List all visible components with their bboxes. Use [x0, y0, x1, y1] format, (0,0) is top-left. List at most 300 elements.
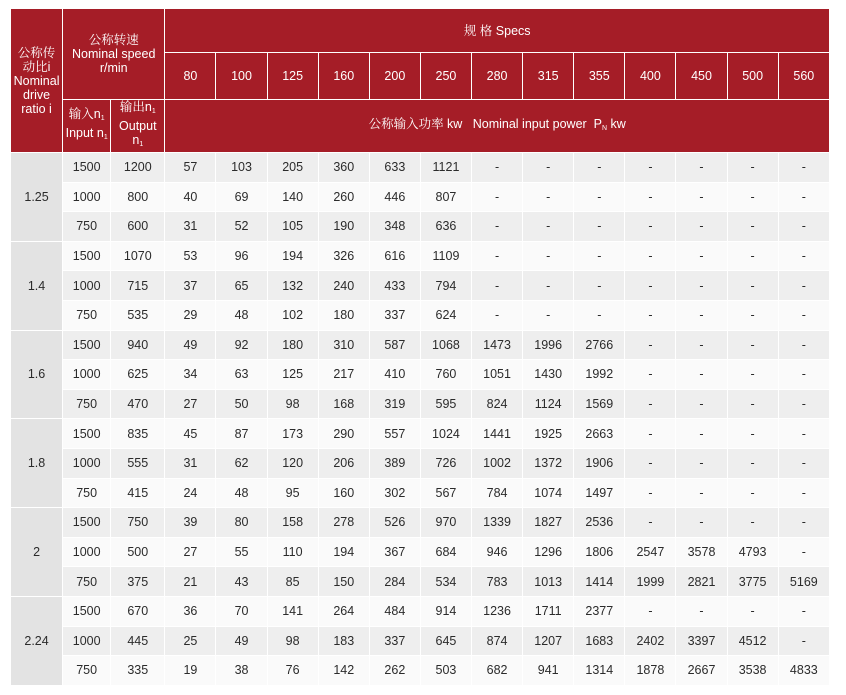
- table-row: [11, 212, 830, 242]
- specs-header: 规 格 Specs: [165, 9, 830, 53]
- power-value-cell: -: [727, 330, 778, 360]
- spec-size-header: 355: [574, 53, 625, 100]
- ratio-cell: 1.25: [11, 153, 63, 242]
- power-value-cell: 1806: [574, 537, 625, 567]
- power-value-cell: -: [676, 508, 727, 538]
- power-value-cell: -: [625, 241, 676, 271]
- power-value-cell: -: [778, 448, 829, 478]
- power-value-cell: -: [778, 508, 829, 538]
- input-speed-cell: 1000: [63, 626, 111, 656]
- power-value-cell: 264: [318, 596, 369, 626]
- power-value-cell: 21: [165, 567, 216, 597]
- power-value-cell: 180: [318, 300, 369, 330]
- power-value-cell: 36: [165, 596, 216, 626]
- power-value-cell: 183: [318, 626, 369, 656]
- power-value-cell: 140: [267, 182, 318, 212]
- input-speed-cell: 750: [63, 656, 111, 686]
- power-value-cell: 914: [420, 596, 471, 626]
- power-value-cell: 49: [216, 626, 267, 656]
- spec-size-header: 280: [472, 53, 523, 100]
- power-value-cell: 348: [369, 212, 420, 242]
- power-value-cell: -: [625, 271, 676, 301]
- power-value-cell: -: [727, 448, 778, 478]
- power-value-cell: -: [625, 182, 676, 212]
- spec-size-header: 125: [267, 53, 318, 100]
- power-value-cell: -: [523, 153, 574, 183]
- power-value-cell: 48: [216, 478, 267, 508]
- spec-size-header: 160: [318, 53, 369, 100]
- power-value-cell: 484: [369, 596, 420, 626]
- power-value-cell: -: [676, 448, 727, 478]
- power-value-cell: 1339: [472, 508, 523, 538]
- power-value-cell: 5169: [778, 567, 829, 597]
- power-value-cell: 284: [369, 567, 420, 597]
- power-value-cell: 190: [318, 212, 369, 242]
- table-row: [11, 330, 830, 360]
- power-header-label: 公称输入功率 kw Nominal input power P: [368, 116, 602, 131]
- power-value-cell: 141: [267, 596, 318, 626]
- power-value-cell: 360: [318, 153, 369, 183]
- power-value-cell: -: [727, 241, 778, 271]
- ratio-header: [11, 9, 63, 153]
- power-value-cell: 1068: [420, 330, 471, 360]
- power-value-cell: 27: [165, 389, 216, 419]
- power-value-cell: 206: [318, 448, 369, 478]
- input-speed-cell: 1000: [63, 537, 111, 567]
- power-value-cell: 173: [267, 419, 318, 449]
- power-value-cell: 1497: [574, 478, 625, 508]
- ratio-cell: 2: [11, 508, 63, 597]
- power-value-cell: -: [625, 596, 676, 626]
- power-value-cell: 1074: [523, 478, 574, 508]
- power-value-cell: 367: [369, 537, 420, 567]
- power-value-cell: 1024: [420, 419, 471, 449]
- power-value-cell: 337: [369, 626, 420, 656]
- power-value-cell: 2536: [574, 508, 625, 538]
- power-value-cell: 39: [165, 508, 216, 538]
- input-header-en: Input n: [65, 126, 104, 140]
- table-row: [11, 656, 830, 686]
- power-value-cell: 62: [216, 448, 267, 478]
- power-value-cell: -: [778, 241, 829, 271]
- power-value-cell: 1683: [574, 626, 625, 656]
- output-speed-cell: 670: [111, 596, 165, 626]
- input-speed-cell: 1500: [63, 596, 111, 626]
- spec-size-header: 200: [369, 53, 420, 100]
- power-value-cell: 38: [216, 656, 267, 686]
- power-value-cell: -: [472, 212, 523, 242]
- power-value-cell: -: [625, 360, 676, 390]
- output-speed-cell: 415: [111, 478, 165, 508]
- speed-header: [63, 9, 165, 100]
- power-value-cell: 98: [267, 626, 318, 656]
- power-value-cell: -: [778, 389, 829, 419]
- power-value-cell: 76: [267, 656, 318, 686]
- input-speed-cell: 1500: [63, 508, 111, 538]
- power-value-cell: 4793: [727, 537, 778, 567]
- power-value-cell: 1124: [523, 389, 574, 419]
- power-value-cell: 302: [369, 478, 420, 508]
- power-value-cell: 1992: [574, 360, 625, 390]
- power-value-cell: 941: [523, 656, 574, 686]
- power-value-cell: -: [778, 626, 829, 656]
- power-value-cell: -: [727, 508, 778, 538]
- output-header-n: n: [132, 133, 140, 147]
- power-value-cell: 103: [216, 153, 267, 183]
- power-value-cell: -: [676, 271, 727, 301]
- power-value-cell: 326: [318, 241, 369, 271]
- power-value-cell: 645: [420, 626, 471, 656]
- power-value-cell: 337: [369, 300, 420, 330]
- power-value-cell: 168: [318, 389, 369, 419]
- input-header-cn: 输入n: [68, 107, 101, 121]
- power-value-cell: 57: [165, 153, 216, 183]
- power-value-cell: 105: [267, 212, 318, 242]
- power-value-cell: -: [574, 241, 625, 271]
- power-value-cell: 595: [420, 389, 471, 419]
- power-value-cell: 43: [216, 567, 267, 597]
- power-value-cell: 1999: [625, 567, 676, 597]
- power-value-cell: -: [778, 596, 829, 626]
- ratio-header-en: Nominal drive ratio i: [13, 73, 60, 116]
- power-value-cell: -: [778, 153, 829, 183]
- output-speed-cell: 1070: [111, 241, 165, 271]
- power-value-cell: -: [727, 182, 778, 212]
- power-value-cell: 98: [267, 389, 318, 419]
- power-value-cell: -: [625, 300, 676, 330]
- power-value-cell: -: [778, 537, 829, 567]
- power-value-cell: 1414: [574, 567, 625, 597]
- power-value-cell: 37: [165, 271, 216, 301]
- power-value-cell: -: [472, 182, 523, 212]
- output-speed-cell: 335: [111, 656, 165, 686]
- power-value-cell: 290: [318, 419, 369, 449]
- power-value-cell: 1013: [523, 567, 574, 597]
- input-speed-cell: 750: [63, 300, 111, 330]
- spec-size-header: 450: [676, 53, 727, 100]
- power-value-cell: 194: [318, 537, 369, 567]
- power-value-cell: -: [727, 360, 778, 390]
- power-header-sub: N: [601, 124, 608, 132]
- spec-size-header: 80: [165, 53, 216, 100]
- spec-size-header: 400: [625, 53, 676, 100]
- power-value-cell: 446: [369, 182, 420, 212]
- output-speed-cell: 1200: [111, 153, 165, 183]
- power-value-cell: 624: [420, 300, 471, 330]
- speed-header-cn: 公称转速: [88, 33, 139, 47]
- power-value-cell: 726: [420, 448, 471, 478]
- power-value-cell: 784: [472, 478, 523, 508]
- power-table-body: [11, 153, 830, 686]
- spec-size-header: 560: [778, 53, 829, 100]
- output-speed-cell: 445: [111, 626, 165, 656]
- power-value-cell: 1925: [523, 419, 574, 449]
- power-value-cell: 160: [318, 478, 369, 508]
- power-value-cell: -: [778, 330, 829, 360]
- power-value-cell: -: [778, 360, 829, 390]
- output-speed-cell: 750: [111, 508, 165, 538]
- power-value-cell: -: [523, 271, 574, 301]
- power-value-cell: -: [472, 300, 523, 330]
- output-speed-cell: 835: [111, 419, 165, 449]
- power-value-cell: 587: [369, 330, 420, 360]
- output-speed-cell: 600: [111, 212, 165, 242]
- table-row: [11, 389, 830, 419]
- power-value-cell: 1827: [523, 508, 574, 538]
- power-value-cell: -: [727, 389, 778, 419]
- power-value-cell: 1569: [574, 389, 625, 419]
- power-value-cell: -: [625, 448, 676, 478]
- input-speed-cell: 1000: [63, 182, 111, 212]
- power-value-cell: -: [676, 182, 727, 212]
- table-row: [11, 537, 830, 567]
- power-value-cell: -: [727, 596, 778, 626]
- power-value-cell: 1002: [472, 448, 523, 478]
- input-speed-cell: 750: [63, 212, 111, 242]
- power-value-cell: 63: [216, 360, 267, 390]
- power-value-cell: 85: [267, 567, 318, 597]
- power-value-cell: 52: [216, 212, 267, 242]
- input-header-cn-sub: 1: [100, 115, 105, 122]
- power-value-cell: 557: [369, 419, 420, 449]
- power-value-cell: -: [778, 419, 829, 449]
- ratio-cell: 1.8: [11, 419, 63, 508]
- power-value-cell: -: [625, 212, 676, 242]
- power-value-cell: -: [676, 478, 727, 508]
- power-value-cell: 50: [216, 389, 267, 419]
- power-value-cell: 205: [267, 153, 318, 183]
- power-value-cell: 503: [420, 656, 471, 686]
- power-value-cell: 53: [165, 241, 216, 271]
- output-speed-cell: 500: [111, 537, 165, 567]
- power-value-cell: 2402: [625, 626, 676, 656]
- power-value-cell: 87: [216, 419, 267, 449]
- input-speed-cell: 1000: [63, 448, 111, 478]
- speed-header-unit: r/min: [99, 61, 128, 75]
- output-header-cn-sub: 1: [151, 108, 156, 115]
- power-value-cell: 1473: [472, 330, 523, 360]
- power-value-cell: -: [472, 271, 523, 301]
- power-value-cell: -: [523, 182, 574, 212]
- power-value-cell: -: [727, 153, 778, 183]
- table-row: [11, 448, 830, 478]
- spec-size-header: 315: [523, 53, 574, 100]
- output-speed-cell: 535: [111, 300, 165, 330]
- power-value-cell: 217: [318, 360, 369, 390]
- input-speed-header: [63, 100, 111, 153]
- power-value-cell: 1109: [420, 241, 471, 271]
- power-value-cell: 19: [165, 656, 216, 686]
- power-value-cell: 970: [420, 508, 471, 538]
- output-speed-cell: 470: [111, 389, 165, 419]
- power-value-cell: 69: [216, 182, 267, 212]
- table-row: [11, 241, 830, 271]
- power-value-cell: 260: [318, 182, 369, 212]
- input-speed-cell: 1000: [63, 360, 111, 390]
- output-header-cn: 输出n: [119, 100, 152, 114]
- table-row: [11, 626, 830, 656]
- power-value-cell: 567: [420, 478, 471, 508]
- power-value-cell: 96: [216, 241, 267, 271]
- power-value-cell: -: [727, 271, 778, 301]
- power-value-cell: 3578: [676, 537, 727, 567]
- table-row: [11, 182, 830, 212]
- power-value-cell: 684: [420, 537, 471, 567]
- power-value-cell: 95: [267, 478, 318, 508]
- table-row: [11, 153, 830, 183]
- power-value-cell: 125: [267, 360, 318, 390]
- output-speed-cell: 625: [111, 360, 165, 390]
- power-value-cell: 1236: [472, 596, 523, 626]
- power-value-cell: -: [625, 389, 676, 419]
- power-value-cell: 49: [165, 330, 216, 360]
- power-value-cell: -: [727, 478, 778, 508]
- input-speed-cell: 750: [63, 567, 111, 597]
- power-value-cell: -: [676, 212, 727, 242]
- power-value-cell: 794: [420, 271, 471, 301]
- power-value-cell: 2766: [574, 330, 625, 360]
- power-value-cell: -: [778, 271, 829, 301]
- table-row: [11, 300, 830, 330]
- power-value-cell: 319: [369, 389, 420, 419]
- power-value-cell: -: [574, 153, 625, 183]
- power-value-cell: -: [778, 182, 829, 212]
- power-value-cell: -: [625, 153, 676, 183]
- power-value-cell: 1996: [523, 330, 574, 360]
- power-value-cell: 4512: [727, 626, 778, 656]
- power-header-unit: kw: [607, 116, 626, 131]
- power-value-cell: -: [625, 330, 676, 360]
- power-value-cell: -: [676, 596, 727, 626]
- power-value-cell: 874: [472, 626, 523, 656]
- power-value-cell: 278: [318, 508, 369, 538]
- power-value-cell: -: [727, 419, 778, 449]
- power-value-cell: -: [778, 300, 829, 330]
- table-row: [11, 271, 830, 301]
- power-value-cell: 24: [165, 478, 216, 508]
- power-value-cell: 1711: [523, 596, 574, 626]
- power-table: [10, 8, 830, 686]
- power-value-cell: 70: [216, 596, 267, 626]
- input-speed-cell: 1500: [63, 330, 111, 360]
- power-value-cell: -: [574, 182, 625, 212]
- power-value-cell: 45: [165, 419, 216, 449]
- power-value-cell: -: [523, 300, 574, 330]
- power-value-cell: 31: [165, 212, 216, 242]
- power-value-cell: 65: [216, 271, 267, 301]
- power-value-cell: 310: [318, 330, 369, 360]
- power-value-cell: -: [676, 389, 727, 419]
- power-value-cell: 1372: [523, 448, 574, 478]
- power-value-cell: 783: [472, 567, 523, 597]
- power-value-cell: 27: [165, 537, 216, 567]
- ratio-cell: 1.4: [11, 241, 63, 330]
- power-value-cell: -: [472, 153, 523, 183]
- input-speed-cell: 1500: [63, 241, 111, 271]
- power-value-cell: 92: [216, 330, 267, 360]
- power-value-cell: -: [472, 241, 523, 271]
- power-value-cell: 433: [369, 271, 420, 301]
- power-value-cell: 1207: [523, 626, 574, 656]
- output-speed-cell: 715: [111, 271, 165, 301]
- power-value-cell: -: [625, 478, 676, 508]
- power-value-cell: 3397: [676, 626, 727, 656]
- power-value-cell: -: [574, 271, 625, 301]
- power-value-cell: 158: [267, 508, 318, 538]
- spec-size-header: 250: [420, 53, 471, 100]
- power-value-cell: 1121: [420, 153, 471, 183]
- input-speed-cell: 1500: [63, 153, 111, 183]
- ratio-header-cn: 公称传动比i: [17, 45, 56, 74]
- power-value-cell: -: [574, 300, 625, 330]
- power-value-cell: 29: [165, 300, 216, 330]
- power-value-cell: 526: [369, 508, 420, 538]
- power-value-cell: 1878: [625, 656, 676, 686]
- power-value-cell: 34: [165, 360, 216, 390]
- power-value-cell: -: [676, 419, 727, 449]
- power-value-cell: 1314: [574, 656, 625, 686]
- power-value-cell: 4833: [778, 656, 829, 686]
- table-row: [11, 360, 830, 390]
- power-value-cell: 31: [165, 448, 216, 478]
- power-value-cell: -: [676, 241, 727, 271]
- power-value-cell: 682: [472, 656, 523, 686]
- table-row: [11, 596, 830, 626]
- input-speed-cell: 1500: [63, 419, 111, 449]
- power-value-cell: 946: [472, 537, 523, 567]
- table-row: [11, 419, 830, 449]
- power-value-cell: 180: [267, 330, 318, 360]
- power-header: [165, 100, 830, 153]
- power-value-cell: 2667: [676, 656, 727, 686]
- power-value-cell: -: [676, 300, 727, 330]
- power-value-cell: -: [676, 360, 727, 390]
- power-value-cell: 25: [165, 626, 216, 656]
- power-value-cell: -: [625, 419, 676, 449]
- power-value-cell: 142: [318, 656, 369, 686]
- power-value-cell: 534: [420, 567, 471, 597]
- power-value-cell: 1051: [472, 360, 523, 390]
- power-value-cell: 240: [318, 271, 369, 301]
- power-value-cell: 80: [216, 508, 267, 538]
- power-value-cell: 150: [318, 567, 369, 597]
- power-value-cell: 3538: [727, 656, 778, 686]
- power-value-cell: 262: [369, 656, 420, 686]
- power-value-cell: 110: [267, 537, 318, 567]
- output-speed-cell: 940: [111, 330, 165, 360]
- output-speed-cell: 800: [111, 182, 165, 212]
- power-value-cell: 824: [472, 389, 523, 419]
- power-value-cell: 633: [369, 153, 420, 183]
- power-value-cell: 194: [267, 241, 318, 271]
- power-value-cell: 2377: [574, 596, 625, 626]
- input-header-en-sub: 1: [103, 134, 108, 141]
- output-speed-cell: 555: [111, 448, 165, 478]
- table-row: [11, 478, 830, 508]
- power-value-cell: 636: [420, 212, 471, 242]
- power-value-cell: 389: [369, 448, 420, 478]
- input-speed-cell: 1000: [63, 271, 111, 301]
- power-value-cell: -: [778, 478, 829, 508]
- power-value-cell: 55: [216, 537, 267, 567]
- ratio-cell: 1.6: [11, 330, 63, 419]
- power-value-cell: -: [523, 241, 574, 271]
- power-value-cell: -: [574, 212, 625, 242]
- power-value-cell: 1906: [574, 448, 625, 478]
- ratio-cell: 2.24: [11, 596, 63, 685]
- input-speed-cell: 750: [63, 389, 111, 419]
- power-value-cell: 410: [369, 360, 420, 390]
